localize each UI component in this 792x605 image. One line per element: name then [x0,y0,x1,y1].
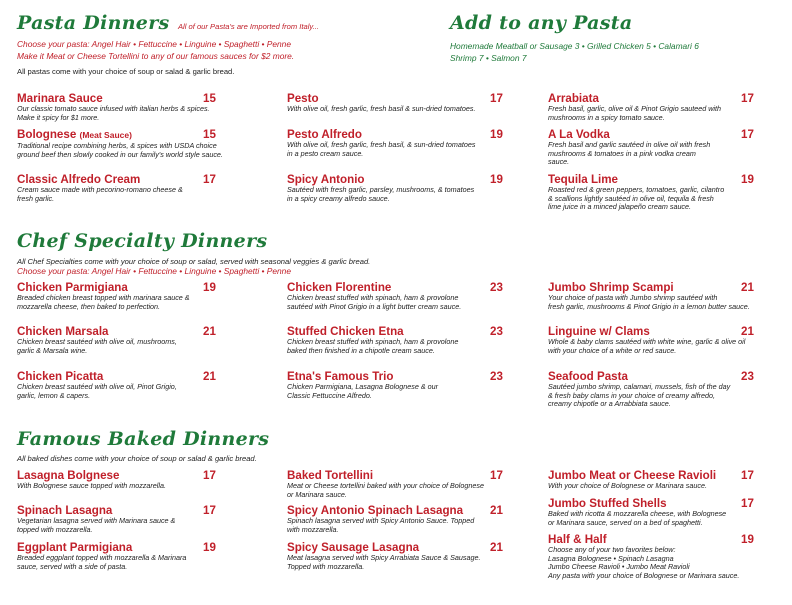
item-desc: sauce, served with a side of pasta. [17,561,128,571]
menu-item [17,541,217,571]
item-price: 23 [490,370,503,383]
item-desc: Roasted red & green peppers, tomatoes, garlic, cilantro [548,185,725,194]
item-name: Pesto Alfredo [287,128,362,141]
item-desc: & scallions lightly sautéed in olive oil, tequila & fresh [548,193,714,203]
menu-item [287,281,507,311]
item-desc: garlic & Marsala wine. [17,345,88,355]
menu-item [548,370,758,409]
add-to-pasta-line2: Shrimp 7 • Salmon 7 [450,53,527,63]
item-price: 21 [741,281,754,294]
item-price: 23 [490,281,503,294]
item-desc: Your choice of pasta with Jumbo shrimp sautéed with [548,293,718,302]
item-name: Chicken Parmigiana [17,281,128,294]
pasta-dinners-tagline: All of our Pasta's are Imported from Italy... [177,22,319,31]
menu-item [548,92,758,122]
chef-specialty-title: Chef Specialty Dinners [17,230,268,252]
item-desc: baked then finished in a chipotle cream sauce. [287,345,435,355]
item-name: Linguine w/ Clams [548,325,650,338]
chef-specialty-note: All Chef Specialties come with your choice of soup or salad, served with seasonal veggies & garlic bread. [17,257,371,266]
item-price: 17 [203,173,216,186]
item-price: 19 [490,173,503,186]
menu-item [287,128,507,158]
item-price: 17 [203,504,216,517]
item-desc: Fresh basil and garlic sautéed in olive oil with fresh [548,140,711,149]
menu-item [287,173,507,203]
item-name: Jumbo Shrimp Scampi [548,281,674,294]
menu-item [548,533,758,580]
item-desc: garlic, lemon & capers. [17,390,91,400]
item-price: 21 [490,504,503,517]
item-desc: With Bolognese sauce topped with mozzarella. [17,481,166,490]
item-desc: Chicken breast sautéed with olive oil, mushrooms, [17,337,177,346]
item-desc: Topped with mozzarella. [287,561,365,571]
item-name: Pesto [287,92,319,105]
item-name: Half & Half [548,533,607,546]
item-desc: Any pasta with your choice of Bolognese or Marinara sauce. [548,570,740,580]
item-desc: mozzarella cheese, then baked to perfection. [17,301,161,311]
menu-item [548,173,758,212]
menu-item [17,370,217,400]
item-desc: Spinach lasagna served with Spicy Antonio Sauce. Topped [287,516,475,525]
item-price: 17 [203,469,216,482]
item-name: Etna's Famous Trio [287,370,394,383]
item-desc: in a spicy creamy alfredo sauce. [287,193,390,203]
item-desc: mushrooms in a spicy tomato sauce. [548,112,665,122]
item-name: Baked Tortellini [287,469,374,482]
menu-item [287,325,507,355]
item-desc: mushrooms & tomatoes in a pink vodka cream [548,148,696,158]
pasta-make-it-line: Make it Meat or Cheese Tortellini to any of our famous sauces for $2 more. [17,51,295,61]
item-desc: Sautéed jumbo shrimp, calamari, mussels, fish of the day [548,382,731,391]
item-desc: With olive oil, fresh garlic, fresh basil & sun-dried tomatoes. [287,104,476,113]
item-desc: Breaded eggplant topped with mozzarella & Marinara [17,553,187,562]
item-desc: Breaded chicken breast topped with marinara sauce & [17,293,190,302]
menu-item [17,469,217,491]
item-desc: fresh garlic. [17,193,55,203]
item-name: Tequila Lime [548,173,619,186]
add-to-pasta-title: Add to any Pasta [450,12,633,34]
pasta-choose-line: Choose your pasta: Angel Hair • Fettuccine • Linguine • Spaghetti • Penne [17,39,291,49]
item-desc: creamy chipotle or a Arrabbiata sauce. [548,399,671,409]
menu-item [287,541,507,571]
item-desc: Jumbo Cheese Ravioli • Jumbo Meat Ravioli [548,562,690,572]
item-desc: With olive oil, fresh garlic, fresh basil, & sun-dried tomatoes [287,140,476,149]
menu-item [548,128,758,167]
item-price: 19 [490,128,503,141]
menu-item [17,281,217,311]
item-desc: With your choice of Bolognese or Marinara sauce. [548,481,707,490]
item-desc: Choose any of your two favorites below: [548,545,676,554]
item-desc: Fresh basil, garlic, olive oil & Pinot Grigio sauteed with [548,104,721,113]
item-price: 21 [741,325,754,338]
item-price: 17 [490,469,503,482]
menu-item [287,504,507,534]
pasta-note: All pastas come with your choice of soup or salad & garlic bread. [17,67,235,76]
pasta-dinners-title: Pasta Dinners [17,12,170,34]
item-name-note: (Meat Sauce) [79,130,132,140]
item-desc: Classic Fettuccine Alfredo. [287,390,372,400]
item-desc: Baked with ricotta & mozzarella cheese, with Bolognese [548,509,727,518]
item-name: Seafood Pasta [548,370,628,383]
item-name: Marinara Sauce [17,92,103,105]
baked-dinners-title: Famous Baked Dinners [17,428,270,450]
item-price: 19 [741,533,754,546]
item-desc: Chicken breast stuffed with spinach, ham & provolone [287,293,459,302]
item-name: Lasagna Bolgnese [17,469,120,482]
item-desc: Meat or Cheese tortellini baked with your choice of Bolognese [287,481,484,490]
item-name: Jumbo Meat or Cheese Ravioli [548,469,717,482]
item-name: Spinach Lasagna [17,504,113,517]
item-name: Stuffed Chicken Etna [287,325,404,338]
item-name: Spicy Antonio [287,173,365,186]
item-price: 15 [203,128,216,141]
item-price: 23 [741,370,754,383]
item-desc: & fresh baby clams in your choice of creamy alfredo, [548,390,715,400]
item-price: 21 [203,370,216,383]
menu-item [548,325,758,355]
item-price: 21 [203,325,216,338]
baked-dinners-note: All baked dishes come with your choice of soup or salad & garlic bread. [17,454,257,463]
menu-item [17,128,223,159]
item-desc: Lasagna Bolognese • Spinach Lasagna [548,553,674,563]
item-price: 19 [741,173,754,186]
item-price: 17 [741,469,754,482]
item-name: Chicken Picatta [17,370,104,383]
menu-item [548,469,758,491]
item-name: Eggplant Parmigiana [17,541,133,554]
menu-item [548,281,758,311]
item-name: A La Vodka [548,128,610,141]
item-name: Classic Alfredo Cream [17,173,141,186]
item-name: Chicken Florentine [287,281,392,294]
menu-item [17,173,217,203]
item-price: 17 [490,92,503,105]
item-desc: Cream sauce made with pecorino-romano cheese & [17,185,183,194]
item-desc: Sautéed with fresh garlic, parsley, mushrooms, & tomatoes [287,185,475,194]
item-desc: or Marinara sauce. [287,489,347,499]
add-to-pasta-line1: Homemade Meatball or Sausage 3 • Grilled Chicken 5 • Calamari 6 [450,41,699,51]
item-desc: Chicken breast sautéed with olive oil, Pinot Grigio, [17,382,177,391]
item-name: Bolognese (Meat Sauce) [17,128,132,141]
pasta-dinners-heading [17,12,319,34]
menu-item [17,325,217,355]
item-desc: lime juice in a minced jalapeño cream sauce. [548,202,692,212]
item-desc: Vegetarian lasagna served with Marinara sauce & [17,516,176,525]
item-name: Spicy Sausage Lasagna [287,541,420,554]
item-price: 17 [741,497,754,510]
item-price: 19 [203,541,216,554]
item-price: 15 [203,92,216,105]
menu-item [287,370,507,400]
item-price: 19 [203,281,216,294]
menu-item [17,504,217,534]
menu-item [287,92,507,114]
item-desc: with your choice of a white or red sauce. [548,345,677,355]
item-name: Arrabiata [548,92,599,105]
item-desc: Our classic tomato sauce infused with italian herbs & spices. [17,104,210,113]
menu-item [17,92,217,122]
item-desc: Chicken breast stuffed with spinach, ham & provolone [287,337,459,346]
item-desc: Make it spicy for $1 more. [17,112,100,122]
item-price: 21 [490,541,503,554]
item-desc: Traditional recipe combining herbs, & spices with USDA choice [17,141,217,150]
item-desc: Chicken Parmigiana, Lasagna Bolognese & our [287,382,439,391]
item-price: 17 [741,128,754,141]
item-name: Spicy Antonio Spinach Lasagna [287,504,464,517]
item-desc: in a pesto cream sauce. [287,148,364,158]
item-price: 17 [741,92,754,105]
chef-specialty-choose: Choose your pasta: Angel Hair • Fettuccine • Linguine • Spaghetti • Penne [17,266,291,276]
item-desc: Whole & baby clams sautéed with white wine, garlic & olive oil [548,337,746,346]
item-desc: sauce. [548,157,570,167]
menu-item [287,469,507,499]
item-name: Chicken Marsala [17,325,109,338]
item-desc: fresh garlic, mushrooms & Pinot Grigio in a lemon butter sauce. [548,301,750,311]
item-desc: or Marinara sauce, served on a bed of spaghetti. [548,517,703,527]
menu-item [548,497,758,527]
item-desc: with mozzarella. [287,524,339,534]
item-desc: sautéed with Pinot Grigio in a light butter cream sauce. [287,301,462,311]
item-desc: topped with mozzarella. [17,524,93,534]
item-desc: Meat lasagna served with Spicy Arrabiata Sauce & Sausage. [287,553,481,562]
item-desc: ground beef then slowly cooked in our family's world style sauce. [17,149,223,159]
item-name: Jumbo Stuffed Shells [548,497,667,510]
item-price: 23 [490,325,503,338]
